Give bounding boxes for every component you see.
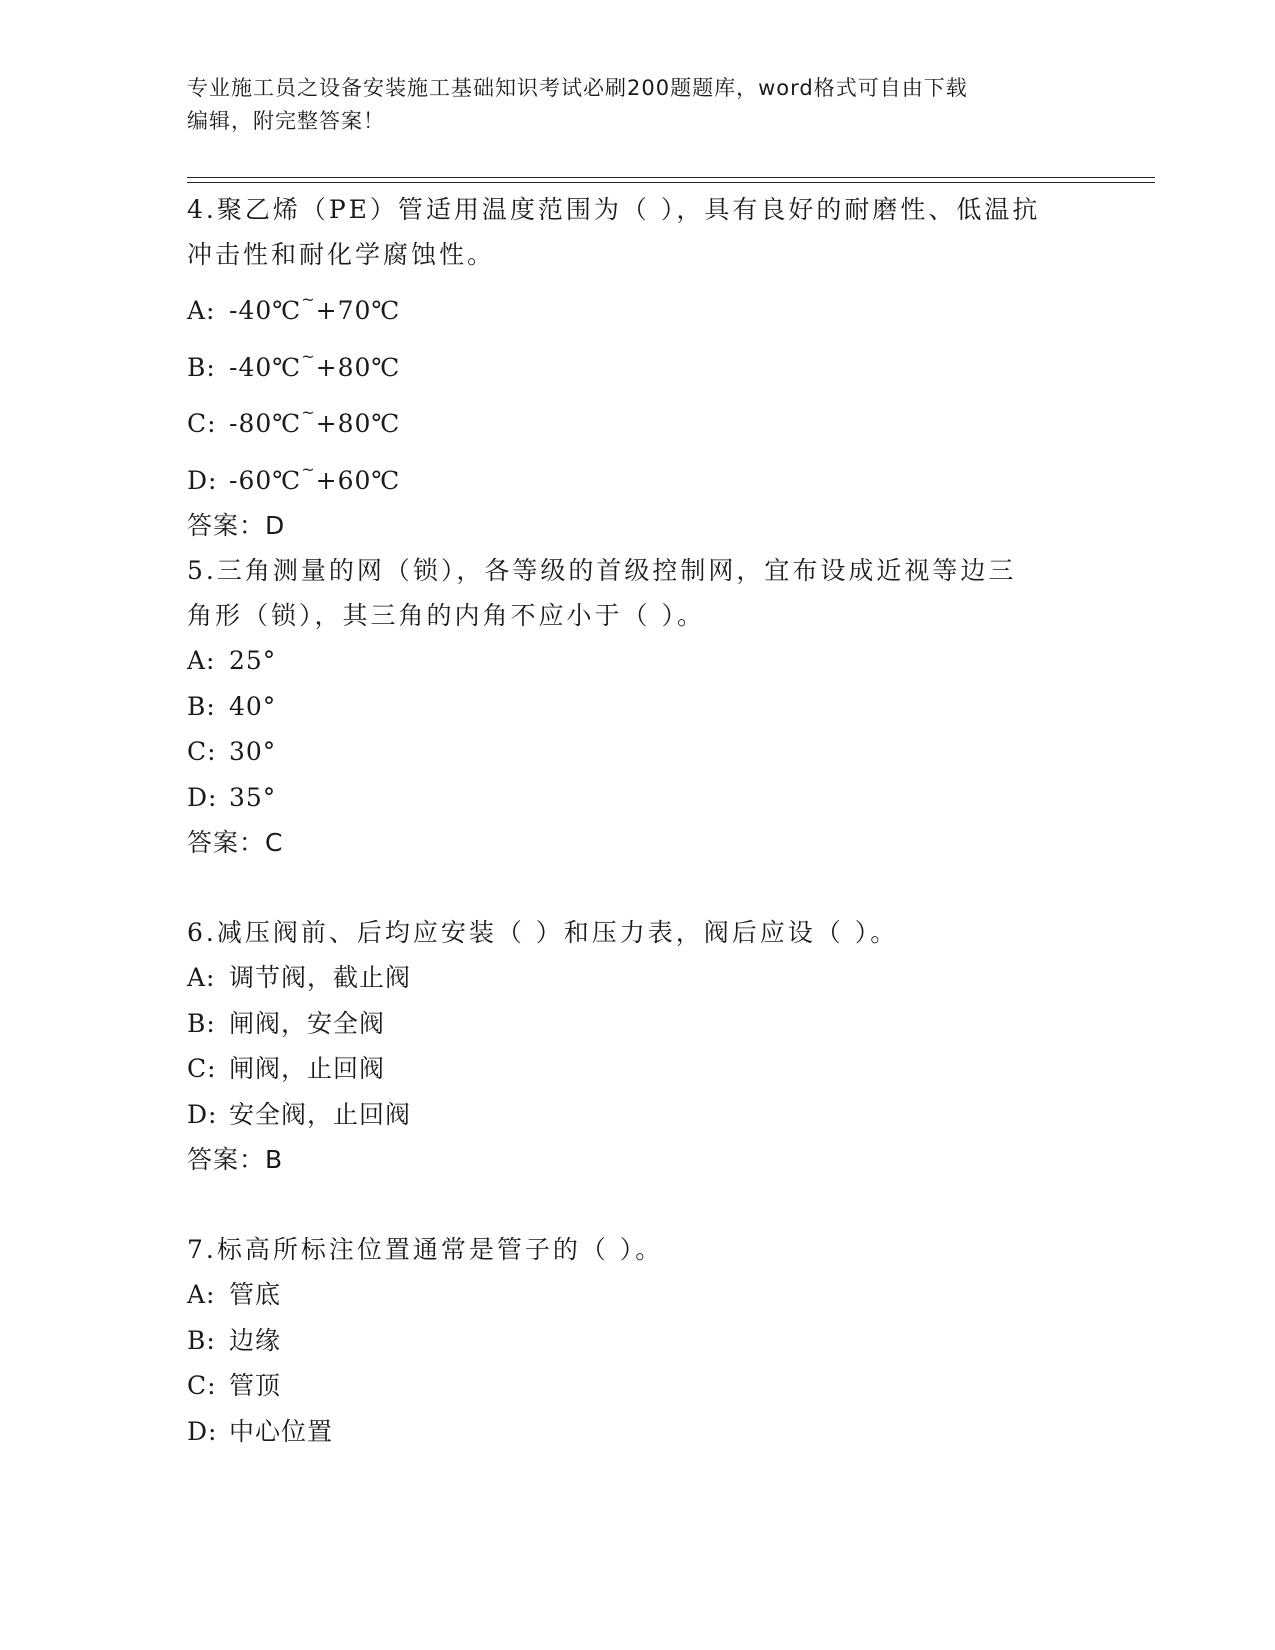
question-stem-line-1: 4.聚乙烯（PE）管适用温度范围为（ ），具有良好的耐磨性、低温抗 <box>187 195 1041 224</box>
option-letter: C: <box>187 409 217 438</box>
option-a <box>187 955 1087 1001</box>
option-letter: A: <box>187 296 216 325</box>
option-d <box>187 775 1087 821</box>
question-stem-line-1: 7.标高所标注位置通常是管子的（ ）。 <box>187 1235 664 1264</box>
option-text: 闸阀，止回阀 <box>229 1054 386 1083</box>
option-text: -80℃~+80℃ <box>229 403 401 438</box>
option-text: 安全阀，止回阀 <box>229 1099 412 1129</box>
option-text: -40℃~+70℃ <box>229 290 401 325</box>
option-letter: C: <box>187 1054 217 1083</box>
option-b <box>187 1318 1087 1364</box>
header-line-1: 专业施工员之设备安装施工基础知识考试必刷200题题库，word格式可自由下载 <box>187 76 968 100</box>
header-divider-bottom <box>187 182 1155 183</box>
option-b <box>187 1001 1087 1047</box>
option-letter: D: <box>187 465 218 495</box>
header-divider-top <box>187 177 1155 178</box>
option-b <box>187 684 1087 730</box>
question-stem-line-2: 角形（锁），其三角的内角不应小于（ ）。 <box>187 601 705 630</box>
answer: 答案：C <box>187 828 284 857</box>
option-letter: C: <box>187 1371 217 1400</box>
option-letter: A: <box>187 646 216 675</box>
document-header <box>187 72 1067 138</box>
question-4 <box>187 187 1087 548</box>
option-d <box>187 1092 1087 1138</box>
option-letter: C: <box>187 737 217 766</box>
option-d <box>187 1409 1087 1455</box>
option-text: -40℃~+80℃ <box>229 346 401 382</box>
option-text: 35° <box>229 782 277 812</box>
question-stem-line-2: 冲击性和耐化学腐蚀性。 <box>187 240 496 269</box>
option-text: 管底 <box>229 1280 282 1309</box>
option-text: 40° <box>229 691 277 721</box>
option-text: 调节阀，截止阀 <box>229 963 412 992</box>
option-letter: B: <box>187 1008 216 1038</box>
option-text: 管顶 <box>229 1371 282 1400</box>
option-text: 边缘 <box>229 1325 282 1355</box>
option-c <box>187 390 1087 447</box>
option-d <box>187 447 1087 504</box>
option-letter: B: <box>187 352 216 382</box>
option-c <box>187 1363 1087 1409</box>
option-c <box>187 729 1087 775</box>
option-text: 闸阀，安全阀 <box>229 1008 386 1038</box>
answer: 答案：B <box>187 1145 284 1174</box>
answer: 答案：D <box>187 511 286 540</box>
question-5 <box>187 548 1087 865</box>
option-text: -60℃~+60℃ <box>229 459 401 495</box>
option-letter: B: <box>187 1325 216 1355</box>
option-a <box>187 1272 1087 1318</box>
question-stem-line-1: 5.三角测量的网（锁），各等级的首级控制网，宜布设成近视等边三 <box>187 556 1017 585</box>
option-b <box>187 334 1087 391</box>
question-stem-line-1: 6.减压阀前、后均应安装（ ）和压力表，阀后应设（ ）。 <box>187 918 899 947</box>
option-text: 中心位置 <box>229 1416 334 1446</box>
option-c <box>187 1046 1087 1092</box>
option-text: 25° <box>229 646 277 675</box>
option-letter: A: <box>187 1280 216 1309</box>
option-a <box>187 277 1087 334</box>
option-letter: D: <box>187 1416 218 1446</box>
option-letter: B: <box>187 691 216 721</box>
question-6 <box>187 910 1087 1182</box>
question-7 <box>187 1227 1087 1454</box>
option-text: 30° <box>229 737 277 766</box>
option-letter: D: <box>187 782 218 812</box>
header-line-2: 编辑，附完整答案！ <box>187 109 385 133</box>
option-letter: D: <box>187 1099 218 1129</box>
option-letter: A: <box>187 963 216 992</box>
option-a <box>187 638 1087 684</box>
